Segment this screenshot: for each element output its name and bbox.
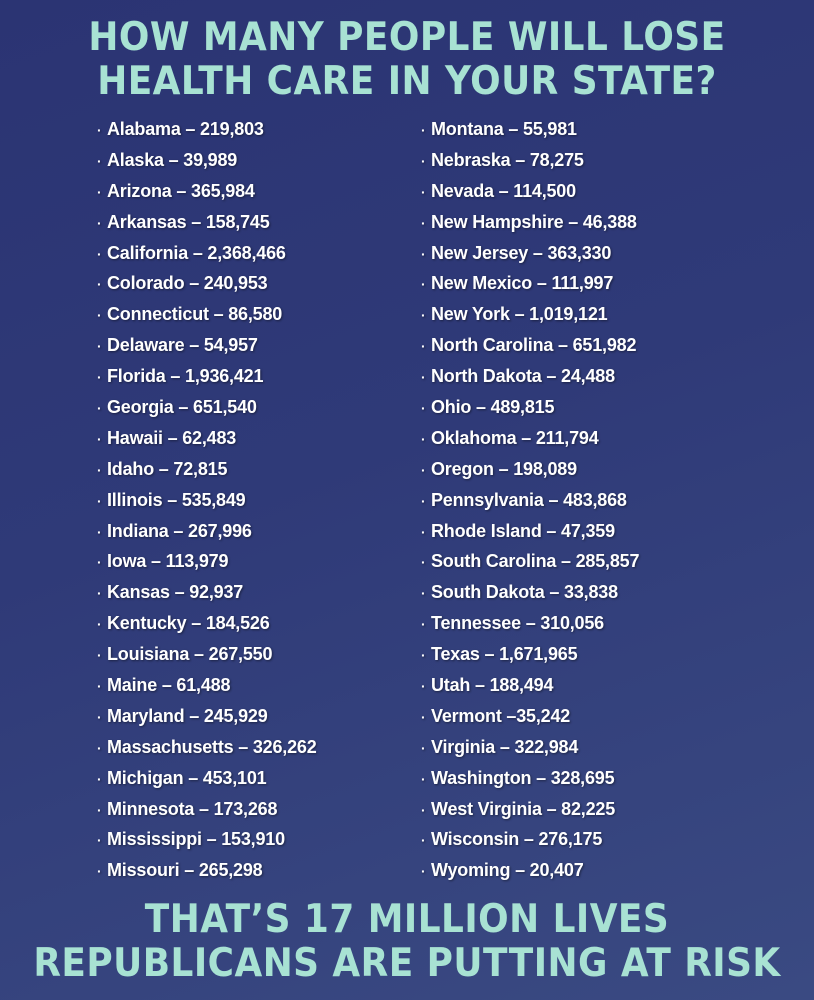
title-line-1: HOW MANY PEOPLE WILL LOSE [88, 15, 726, 60]
state-entry-text: Connecticut – 86,580 [107, 304, 283, 325]
state-entry-text: Indiana – 267,996 [107, 520, 252, 541]
bullet-icon: · [421, 430, 426, 447]
bullet-icon: · [97, 338, 102, 355]
state-entry [97, 330, 317, 361]
state-entry [97, 361, 317, 392]
bullet-icon: · [421, 338, 426, 355]
state-entry-text: Montana – 55,981 [431, 119, 577, 139]
state-entry [97, 701, 317, 732]
footer-line-1: THAT’S 17 MILLION LIVES [144, 897, 670, 942]
state-entry [421, 392, 639, 423]
title-line-2: HEALTH CARE IN YOUR STATE? [97, 59, 717, 104]
state-entry [421, 732, 639, 763]
bullet-icon: · [421, 801, 426, 818]
state-entry [97, 176, 317, 207]
state-entry [97, 392, 317, 423]
state-entry [97, 639, 317, 670]
bullet-icon: · [97, 152, 102, 169]
bullet-icon: · [421, 585, 426, 602]
bullet-icon: · [97, 863, 102, 880]
bullet-icon: · [97, 245, 102, 262]
bullet-icon: · [97, 739, 102, 756]
state-entry [97, 546, 317, 577]
state-entry [421, 454, 639, 485]
state-entry-text: Wyoming – 20,407 [431, 860, 584, 881]
state-entry-text: Iowa – 113,979 [107, 551, 229, 572]
bullet-icon: · [97, 770, 102, 787]
state-entry-text: Washington – 328,695 [431, 767, 615, 788]
state-entry-text: Texas – 1,671,965 [431, 644, 578, 665]
bullet-icon: · [421, 832, 426, 849]
state-entry-text: Missouri – 265,298 [107, 860, 263, 881]
state-entry-text: Michigan – 453,101 [107, 767, 267, 788]
bullet-icon: · [97, 183, 102, 200]
bullet-icon: · [421, 523, 426, 540]
bullet-icon: · [421, 122, 426, 138]
state-entry [421, 238, 639, 269]
state-entry [421, 361, 639, 392]
state-entry [421, 639, 639, 670]
bullet-icon: · [421, 369, 426, 386]
bullet-icon: · [421, 678, 426, 695]
bullet-icon: · [97, 461, 102, 478]
state-entry [421, 824, 639, 855]
state-entry [97, 608, 317, 639]
state-entry-text: Oregon – 198,089 [431, 458, 577, 479]
state-entry-text: Wisconsin – 276,175 [431, 829, 603, 850]
state-entry [97, 454, 317, 485]
state-entry-text: Ohio – 489,815 [431, 397, 555, 418]
state-entry-text: Minnesota – 173,268 [107, 798, 278, 819]
state-entry [97, 299, 317, 330]
bullet-icon: · [97, 523, 102, 540]
state-entry [421, 268, 639, 299]
bullet-icon: · [97, 832, 102, 849]
state-entry-text: Kansas – 92,937 [107, 582, 244, 603]
bullet-icon: · [97, 122, 102, 138]
state-entry-text: Utah – 188,494 [431, 675, 554, 696]
state-entry-text: Arizona – 365,984 [107, 180, 255, 201]
state-entry-text: Oklahoma – 211,794 [431, 427, 599, 448]
state-entry [97, 207, 317, 238]
bullet-icon: · [97, 708, 102, 725]
state-entry [421, 577, 639, 608]
state-entry-text: Idaho – 72,815 [107, 458, 228, 479]
bullet-icon: · [421, 739, 426, 756]
state-entry-text: Mississippi – 153,910 [107, 829, 285, 850]
state-entry [421, 794, 639, 825]
state-entry [97, 824, 317, 855]
bullet-icon: · [421, 214, 426, 231]
state-entry-text: Pennsylvania – 483,868 [431, 489, 627, 510]
bullet-icon: · [97, 430, 102, 447]
state-entry [421, 330, 639, 361]
state-entry-text: Vermont –35,242 [431, 705, 571, 726]
page-title [33, 16, 782, 104]
state-entry [97, 763, 317, 794]
state-entry-text: Florida – 1,936,421 [107, 366, 264, 387]
footer-message [33, 898, 782, 986]
bullet-icon: · [97, 492, 102, 509]
bullet-icon: · [421, 708, 426, 725]
state-entry [97, 114, 317, 145]
state-entry-text: South Carolina – 285,857 [431, 551, 640, 572]
bullet-icon: · [421, 554, 426, 571]
state-entry-text: Louisiana – 267,550 [107, 644, 273, 665]
footer-line-2: REPUBLICANS ARE PUTTING AT RISK [33, 941, 781, 986]
bullet-icon: · [97, 801, 102, 818]
state-entry-text: Maryland – 245,929 [107, 705, 268, 726]
state-entry-text: North Dakota – 24,488 [431, 366, 615, 387]
state-entry [421, 608, 639, 639]
state-entry [97, 577, 317, 608]
bullet-icon: · [421, 276, 426, 293]
state-entry [97, 855, 317, 886]
state-entry [421, 145, 639, 176]
state-entry-text: Nevada – 114,500 [431, 180, 576, 201]
state-entry-text: Hawaii – 62,483 [107, 427, 237, 448]
bullet-icon: · [97, 678, 102, 695]
state-entry [421, 485, 639, 516]
state-entry-text: Maine – 61,488 [107, 675, 231, 696]
state-entry [421, 299, 639, 330]
state-entry-text: New Hampshire – 46,388 [431, 211, 637, 232]
bullet-icon: · [421, 770, 426, 787]
bullet-icon: · [421, 461, 426, 478]
state-entry [421, 701, 639, 732]
bullet-icon: · [421, 307, 426, 324]
state-entry-text: West Virginia – 82,225 [431, 798, 616, 819]
state-entry-text: California – 2,368,466 [107, 242, 286, 263]
state-entry-text: South Dakota – 33,838 [431, 582, 618, 603]
bullet-icon: · [97, 616, 102, 633]
bullet-icon: · [97, 276, 102, 293]
bullet-icon: · [421, 863, 426, 880]
state-entry-text: Tennessee – 310,056 [431, 613, 604, 634]
state-entry [97, 732, 317, 763]
bullet-icon: · [97, 554, 102, 571]
state-entry [421, 546, 639, 577]
state-entry-text: New Jersey – 363,330 [431, 242, 612, 263]
state-entry [421, 670, 639, 701]
state-list-left [97, 114, 317, 886]
state-entry [97, 268, 317, 299]
state-entry-text: Alabama – 219,803 [107, 119, 264, 139]
state-entry [97, 145, 317, 176]
state-entry-text: Virginia – 322,984 [431, 736, 579, 757]
bullet-icon: · [421, 492, 426, 509]
state-entry-text: Rhode Island – 47,359 [431, 520, 615, 541]
bullet-icon: · [421, 400, 426, 417]
bullet-icon: · [421, 616, 426, 633]
state-entry-text: Delaware – 54,957 [107, 335, 258, 356]
state-entry-text: Alaska – 39,989 [107, 149, 238, 170]
state-entry [421, 207, 639, 238]
state-entry [421, 176, 639, 207]
state-entry [421, 516, 639, 547]
bullet-icon: · [97, 369, 102, 386]
state-entry-text: New Mexico – 111,997 [431, 273, 614, 294]
state-entry-text: Kentucky – 184,526 [107, 613, 270, 634]
bullet-icon: · [97, 585, 102, 602]
state-entry-text: New York – 1,019,121 [431, 304, 608, 325]
state-entry [421, 763, 639, 794]
state-entry-text: Arkansas – 158,745 [107, 211, 270, 232]
state-entry [97, 423, 317, 454]
state-entry [97, 794, 317, 825]
state-entry [97, 670, 317, 701]
state-entry [421, 423, 639, 454]
bullet-icon: · [421, 152, 426, 169]
state-entry [97, 238, 317, 269]
state-entry [97, 516, 317, 547]
bullet-icon: · [97, 647, 102, 664]
bullet-icon: · [97, 307, 102, 324]
bullet-icon: · [97, 400, 102, 417]
state-entry-text: Illinois – 535,849 [107, 489, 246, 510]
state-entry [97, 485, 317, 516]
state-entry [421, 855, 639, 886]
state-entry-text: Massachusetts – 326,262 [107, 736, 317, 757]
state-entry-text: Georgia – 651,540 [107, 397, 257, 418]
state-entry-text: Colorado – 240,953 [107, 273, 268, 294]
state-entry-text: North Carolina – 651,982 [431, 335, 637, 356]
bullet-icon: · [421, 245, 426, 262]
bullet-icon: · [97, 214, 102, 231]
state-entry [421, 114, 639, 145]
bullet-icon: · [421, 647, 426, 664]
bullet-icon: · [421, 183, 426, 200]
state-list-right [421, 114, 639, 886]
state-entry-text: Nebraska – 78,275 [431, 149, 584, 170]
